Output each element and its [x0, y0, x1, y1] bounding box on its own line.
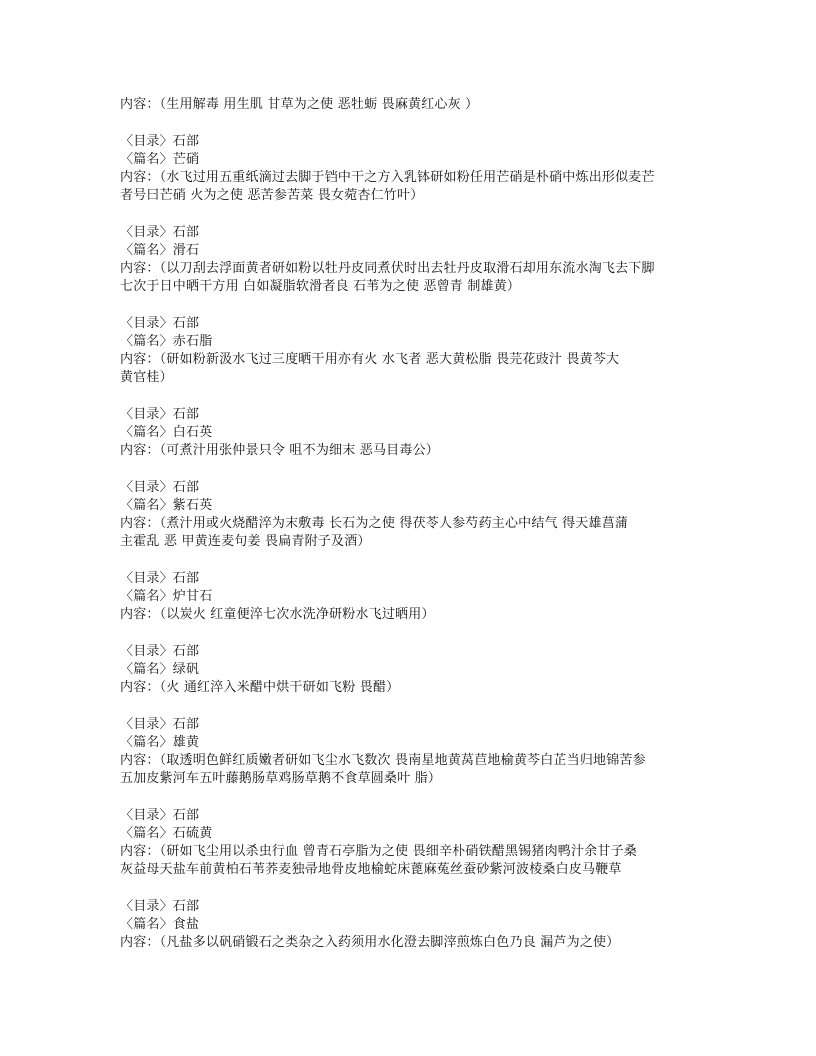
entry-content-line: 内容：（研如飞尘用以杀虫行血 曾青石亭脂为之使 畏细辛朴硝铁醋黑锡猪肉鸭汁余甘子桑: [120, 844, 637, 859]
entry-catalog: 〈目录〉石部: [120, 717, 200, 732]
entry-catalog: 〈目录〉石部: [120, 808, 200, 823]
entry-block: [120, 224, 700, 296]
entry-block: [120, 570, 700, 624]
entry-block: [120, 96, 700, 114]
entry-catalog: 〈目录〉石部: [120, 571, 200, 586]
entry-content-line: 七次于日中晒干方用 白如凝脂软滑者良 石苇为之使 恶曾青 制雄黄）: [120, 279, 521, 294]
entry-block: [120, 716, 700, 788]
entry-content-line: 内容：（生用解毒 用生肌 甘草为之使 恶牡蛎 畏麻黄红心灰 ）: [120, 97, 479, 112]
entry-content-line: 内容：（凡盐多以矾硝锻石之类杂之入药须用水化澄去脚滓煎炼白色乃良 漏芦为之使）: [120, 935, 620, 950]
entry-title: 〈篇名〉雄黄: [120, 735, 200, 750]
entry-catalog: 〈目录〉石部: [120, 134, 200, 149]
entry-content-line: 内容：（以刀刮去浮面黄者研如粉以牡丹皮同煮伏时出去牡丹皮取滑石却用东流水淘飞去下脚: [120, 261, 655, 276]
entry-content-line: 五加皮紫河车五叶藤鹅肠草鸡肠草鹅不食草圆桑叶 脂）: [120, 771, 442, 786]
entry-block: [120, 133, 700, 205]
entry-title: 〈篇名〉食盐: [120, 917, 200, 932]
entry-title: 〈篇名〉芒硝: [120, 152, 200, 167]
entry-title: 〈篇名〉紫石英: [120, 498, 213, 513]
entry-catalog: 〈目录〉石部: [120, 899, 200, 914]
entry-block: [120, 898, 700, 952]
entry-content-line: 内容：（煮汁用或火烧醋淬为末敷毒 长石为之使 得茯苓人参芍药主心中结气 得天雄菖蒲: [120, 516, 629, 531]
entry-title: 〈篇名〉白石英: [120, 425, 213, 440]
entry-catalog: 〈目录〉石部: [120, 407, 200, 422]
document-page: [120, 96, 700, 952]
entry-catalog: 〈目录〉石部: [120, 316, 200, 331]
entry-title: 〈篇名〉石硫黄: [120, 826, 213, 841]
entry-content-line: 内容：（火 通红淬入米醋中烘干研如飞粉 畏醋）: [120, 680, 400, 695]
entry-title: 〈篇名〉绿矾: [120, 662, 200, 677]
entry-content-line: 内容：（可煮汁用张仲景只令 咀不为细末 恶马目毒公）: [120, 443, 439, 458]
entry-content-line: 灰益母天盐车前黄柏石苇荞麦独帚地骨皮地榆蛇床蓖麻菟丝蚕砂紫河波棱桑白皮马鞭草: [120, 862, 622, 877]
entry-catalog: 〈目录〉石部: [120, 225, 200, 240]
entry-block: [120, 406, 700, 460]
entry-content-line: 内容：（研如粉新汲水飞过三度晒干用亦有火 水飞者 恶大黄松脂 畏芫花豉汁 畏黄芩大: [120, 352, 620, 367]
entry-content-line: 者号曰芒硝 火为之使 恶苦参苦菜 畏女菀杏仁竹叶）: [120, 188, 424, 203]
entry-content-line: 主霍乱 恶 甲黄连麦句姜 畏扁青附子及酒）: [120, 534, 371, 549]
entry-block: [120, 643, 700, 697]
entry-catalog: 〈目录〉石部: [120, 480, 200, 495]
entry-content-line: 黄官桂）: [120, 370, 173, 385]
entry-block: [120, 315, 700, 387]
entry-title: 〈篇名〉炉甘石: [120, 589, 213, 604]
entry-block: [120, 479, 700, 551]
entry-title: 〈篇名〉滑石: [120, 243, 200, 258]
entry-content-line: 内容：（取透明色鲜红质嫩者研如飞尘水飞数次 畏南星地黄莴苣地榆黄芩白芷当归地锦苦参: [120, 753, 646, 768]
entry-content-line: 内容：（水飞过用五重纸滴过去脚于铛中干之方入乳钵研如粉任用芒硝是朴硝中炼出形似麦芒: [120, 170, 655, 185]
entry-block: [120, 807, 700, 879]
entry-content-line: 内容：（以炭火 红童便淬七次水洗净研粉水飞过晒用）: [120, 607, 435, 622]
entry-catalog: 〈目录〉石部: [120, 644, 200, 659]
entry-title: 〈篇名〉赤石脂: [120, 334, 213, 349]
